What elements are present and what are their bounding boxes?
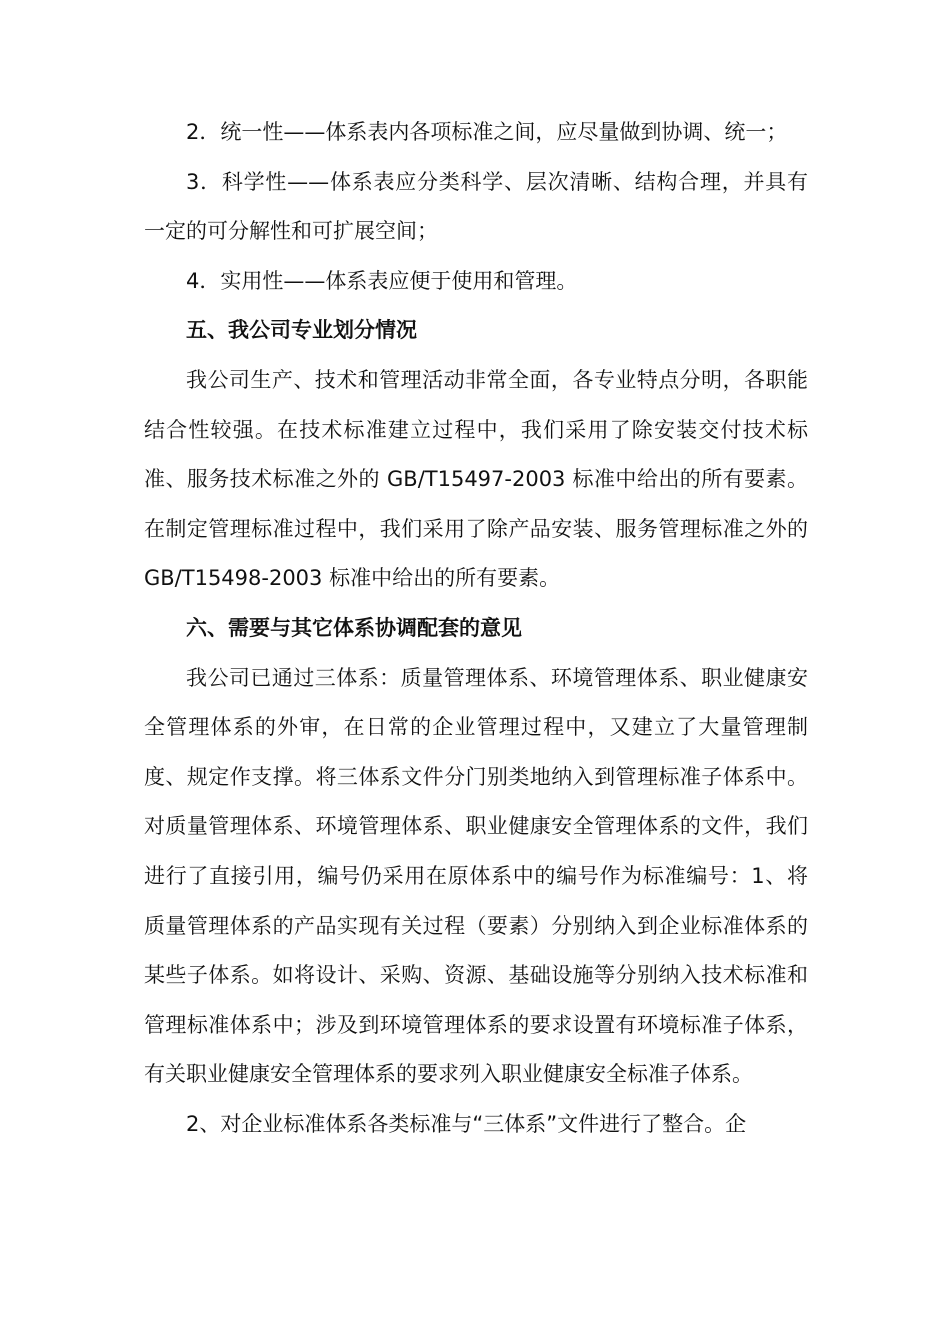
section-heading-5: 五、我公司专业划分情况 <box>186 318 417 343</box>
paragraph-unity: 2．统一性——体系表内各项标准之间，应尽量做到协调、统一； <box>186 120 788 144</box>
paragraph-scientific: 3．科学性——体系表应分类科学、层次清晰、结构合理，并具有一定的可分解性和可扩展空间； <box>144 169 808 244</box>
section-heading-6: 六、需要与其它体系协调配套的意见 <box>186 615 522 640</box>
paragraph-specialty-division: 我公司生产、技术和管理活动非常全面，各专业特点分明，各职能结合性较强。在技术标准建立过程中，我们采用了除安装交付技术标准、服务技术标准之外的 GB/T15497-2003 标准中给出的所有要素。在制定管理标准过程中，我们采用了除产品安装、服务管理标准之外的 GB/T15498-2003 标准中给出的所有要素。 <box>144 367 808 591</box>
paragraph-integration: 2、对企业标准体系各类标准与“三体系”文件进行了整合。企 <box>186 1111 747 1136</box>
paragraph-practical: 4．实用性——体系表应便于使用和管理。 <box>186 268 578 293</box>
document-body <box>144 108 808 1149</box>
paragraph-three-systems: 我公司已通过三体系：质量管理体系、环境管理体系、职业健康安全管理体系的外审，在日常的企业管理过程中，又建立了大量管理制度、规定作支撑。将三体系文件分门别类地纳入到管理标准子体系中。对质量管理体系、环境管理体系、职业健康安全管理体系的文件，我们进行了直接引用，编号仍采用在原体系中的编号作为标准编号：1、将质量管理体系的产品实现有关过程（要素）分别纳入到企业标准体系的某些子体系。如将设计、采购、资源、基础设施等分别纳入技术标准和管理标准体系中；涉及到环境管理体系的要求设置有环境标准子体系，有关职业健康安全管理体系的要求列入职业健康安全标准子体系。 <box>144 665 808 1087</box>
